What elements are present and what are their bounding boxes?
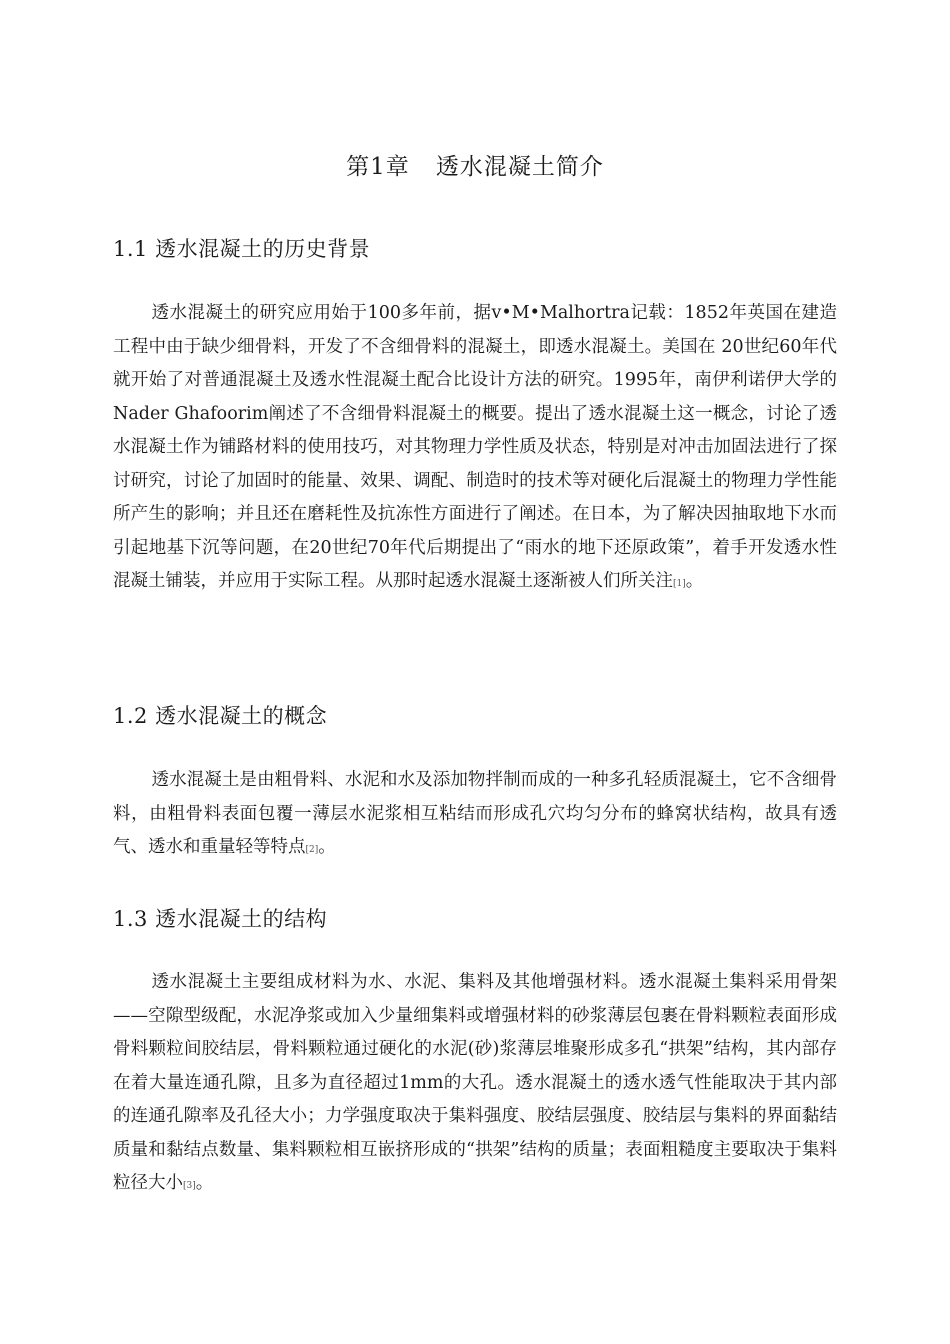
citation-marker: [3] <box>183 1181 196 1191</box>
chapter-name: 透水混凝土简介 <box>435 154 604 180</box>
paragraph-end: 。 <box>685 571 704 591</box>
section-paragraph-1-1 <box>113 297 837 602</box>
section-heading-1-1: 1.1 透水混凝土的历史背景 <box>113 237 371 261</box>
paragraph-end: 。 <box>195 1173 214 1193</box>
paragraph-text: 透水混凝土的研究应用始于100多年前，据v•M•Malhortra记载：1852年英国在建造工程中由于缺少细骨料，开发了不含细骨料的混凝土，即透水混凝土。美国在 20世纪60年代就开始了对普通混凝土及透水性混凝土配合比设计方法的研究。1995年，南伊利诺伊大学的Nader Ghafoorim阐述了不含细骨料混凝土的概要。提出了透水混凝土这一概念，讨论了透水混凝土作为铺路材料的使用技巧，对其物理力学性质及状态，特别是对冲击加固法进行了探讨研究，讨论了加固时的能量、效果、调配、制造时的技术等对硬化后混凝土的物理力学性能所产生的影响；并且还在磨耗性及抗冻性方面进行了阐述。在日本，为了解决因抽取地下水而引起地基下沉等问题，在20世纪70年代后期提出了“雨水的地下还原政策”，着手开发透水性混凝土铺装，并应用于实际工程。从那时起透水混凝土逐渐被人们所关注 <box>113 303 837 591</box>
paragraph-text: 透水混凝土是由粗骨料、水泥和水及添加物拌制而成的一种多孔轻质混凝土，它不含细骨料，由粗骨料表面包覆一薄层水泥浆相互粘结而形成孔穴均匀分布的蜂窝状结构，故具有透气、透水和重量轻等特点 <box>113 770 837 857</box>
section-heading-1-3: 1.3 透水混凝土的结构 <box>113 907 328 931</box>
paragraph-text: 透水混凝土主要组成材料为水、水泥、集料及其他增强材料。透水混凝土集料采用骨架——空隙型级配，水泥净浆或加入少量细集料或增强材料的砂浆薄层包裹在骨料颗粒表面形成骨料颗粒间胶结层，骨料颗粒通过硬化的水泥(砂)浆薄层堆聚形成多孔“拱架”结构，其内部存在着大量连通孔隙，且多为直径超过1mm的大孔。透水混凝土的透水透气性能取决于其内部的连通孔隙率及孔径大小；力学强度取决于集料强度、胶结层强度、胶结层与集料的界面黏结质量和黏结点数量、集料颗粒相互嵌挤形成的“拱架”结构的质量；表面粗糙度主要取决于集料粒径大小 <box>113 972 837 1193</box>
section-heading-1-2: 1.2 透水混凝土的概念 <box>113 704 328 728</box>
citation-marker: [2] <box>305 845 319 855</box>
chapter-number: 第1章 <box>346 154 410 180</box>
section-paragraph-1-2 <box>113 764 837 868</box>
paragraph-end: 。 <box>318 837 336 857</box>
section-paragraph-1-3 <box>113 966 837 1204</box>
chapter-title <box>0 148 950 181</box>
citation-marker: [1] <box>673 579 686 589</box>
